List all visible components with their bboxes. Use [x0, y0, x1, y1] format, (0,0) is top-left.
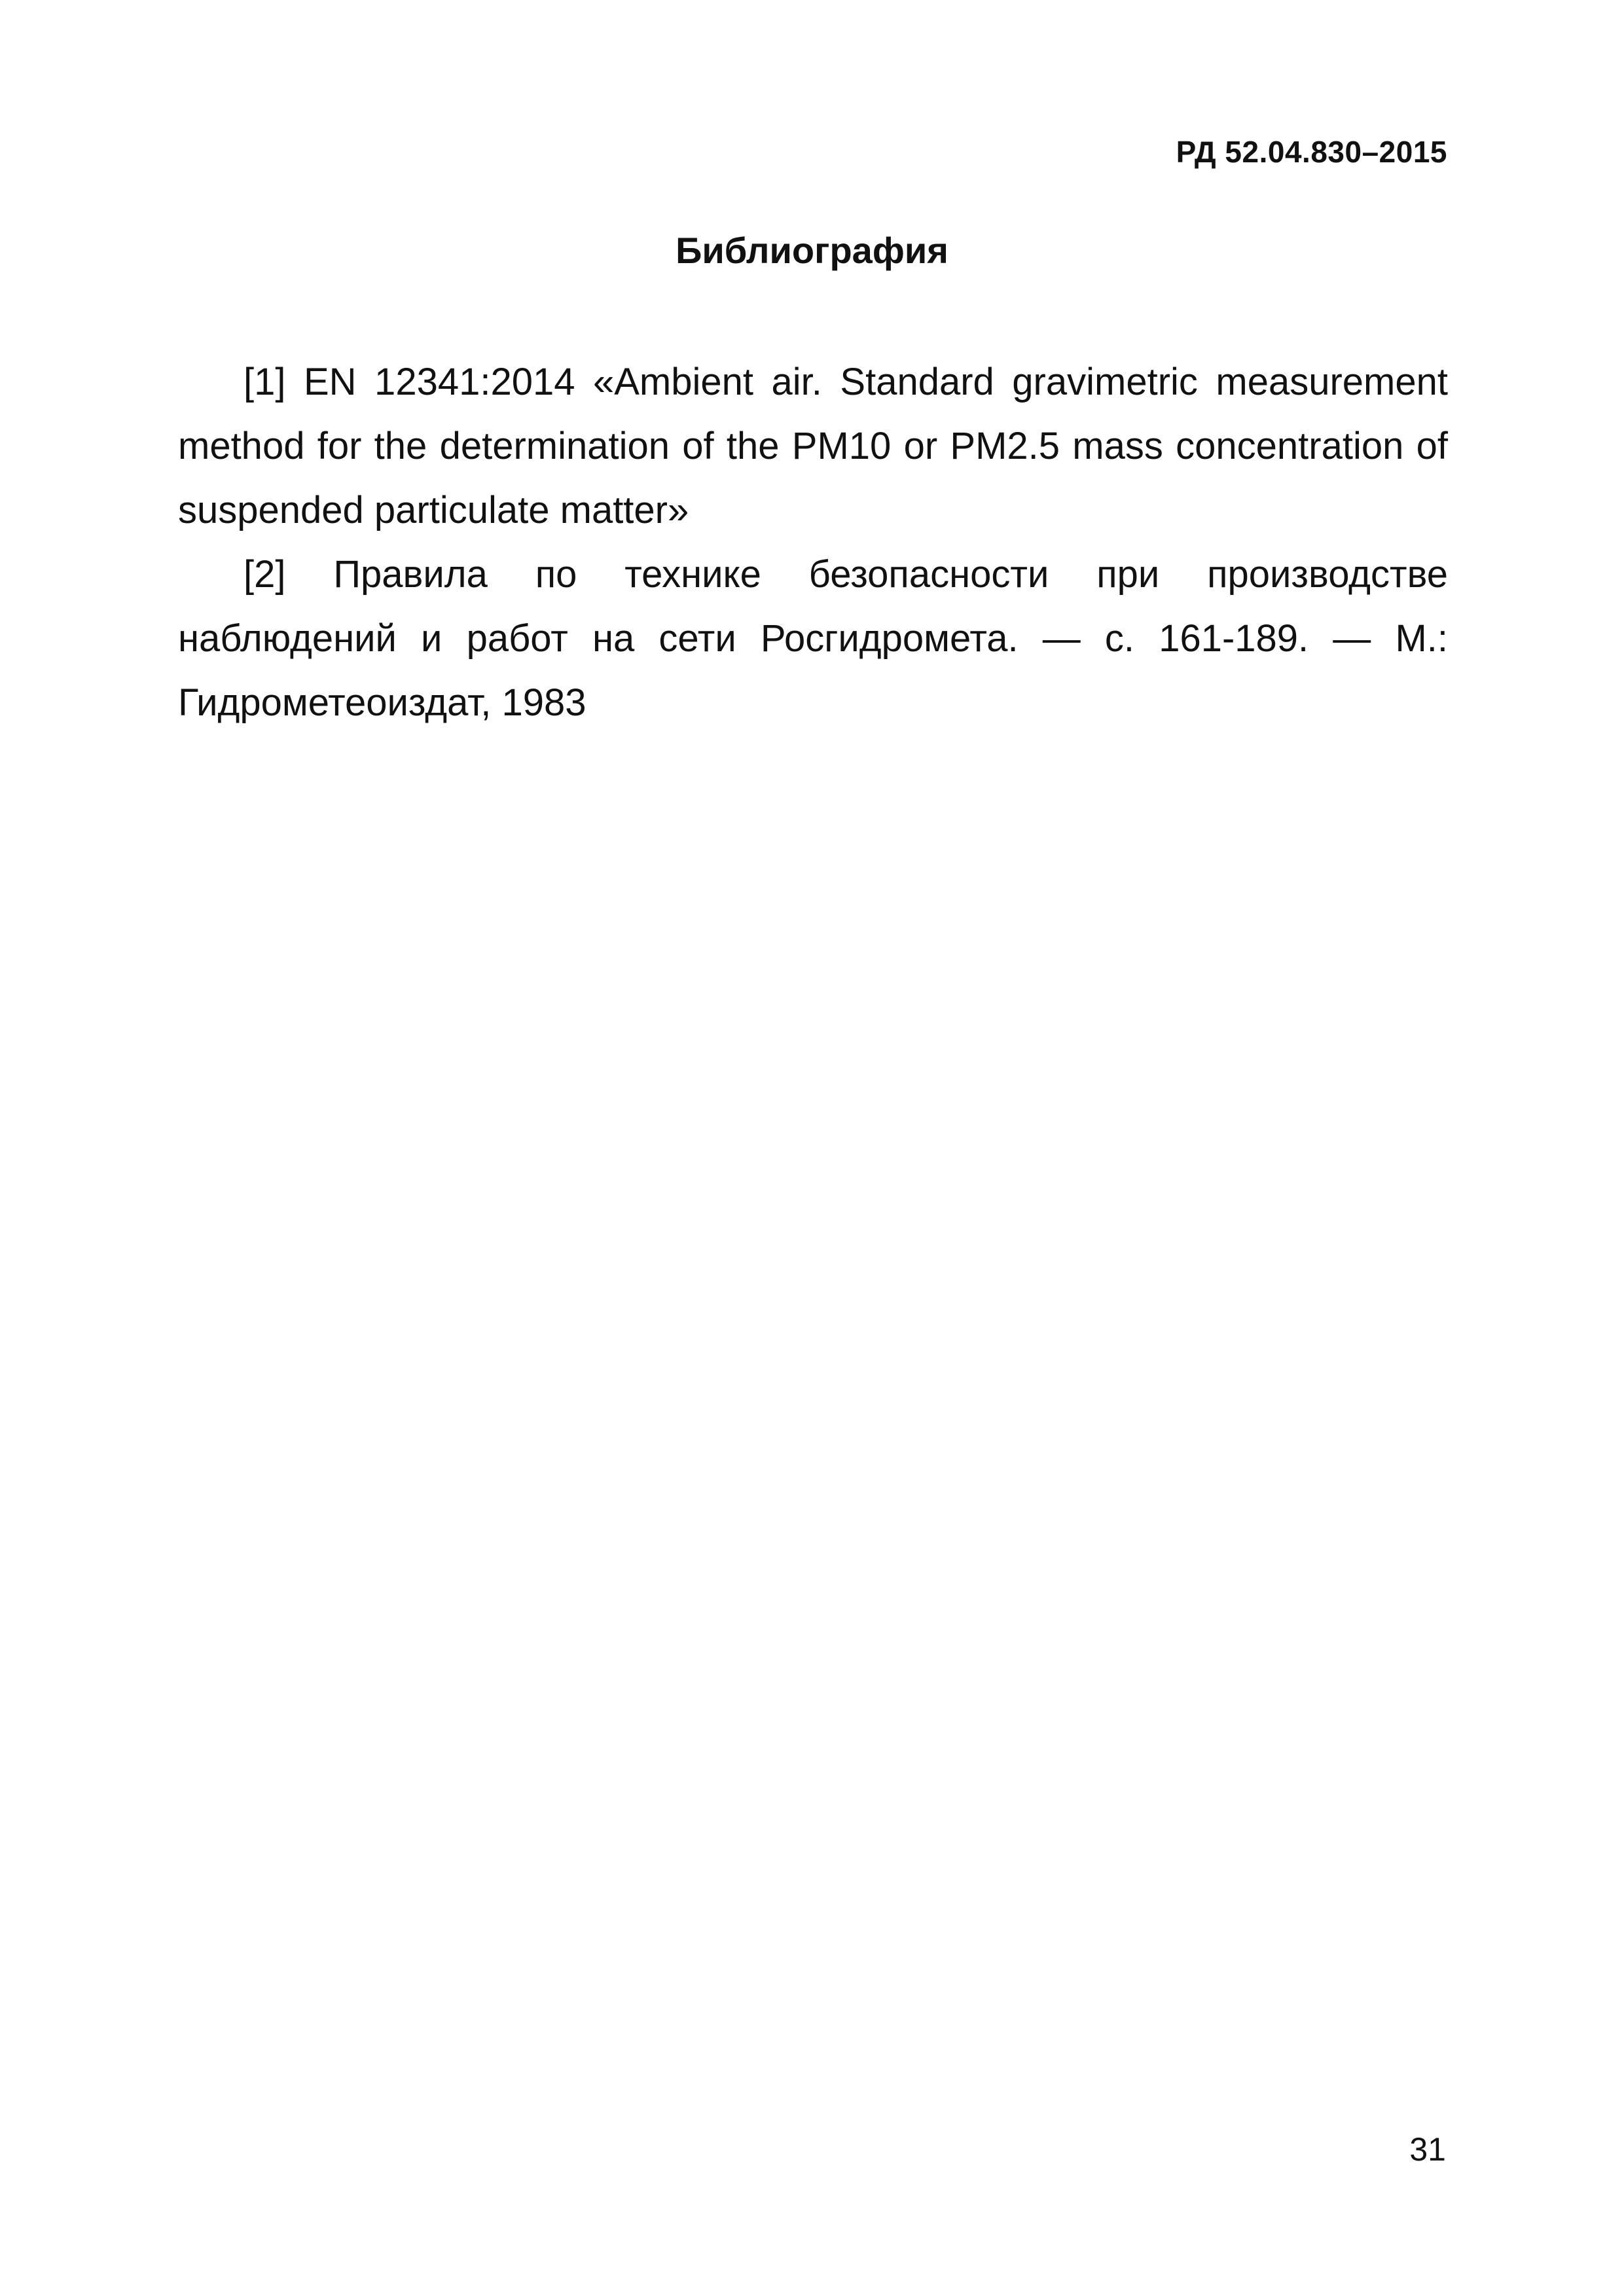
document-code: РД 52.04.830–2015 [1176, 135, 1447, 169]
bibliography-item: [2] Правила по технике безопасности при производстве наблюдений и работ на сети Росгидромета. — с. 161-189. — М.: Гидрометеоиздат, 1983 [178, 553, 1448, 724]
page-number: 31 [1409, 2131, 1446, 2168]
page-title: Библиография [676, 230, 948, 271]
bibliography-list [178, 350, 1448, 735]
bibliography-item: [1] EN 12341:2014 «Ambient air. Standard gravimetric measurement method for the determination of the PM10 or PM2.5 mass concentration of suspended particulate matter» [178, 361, 1448, 531]
